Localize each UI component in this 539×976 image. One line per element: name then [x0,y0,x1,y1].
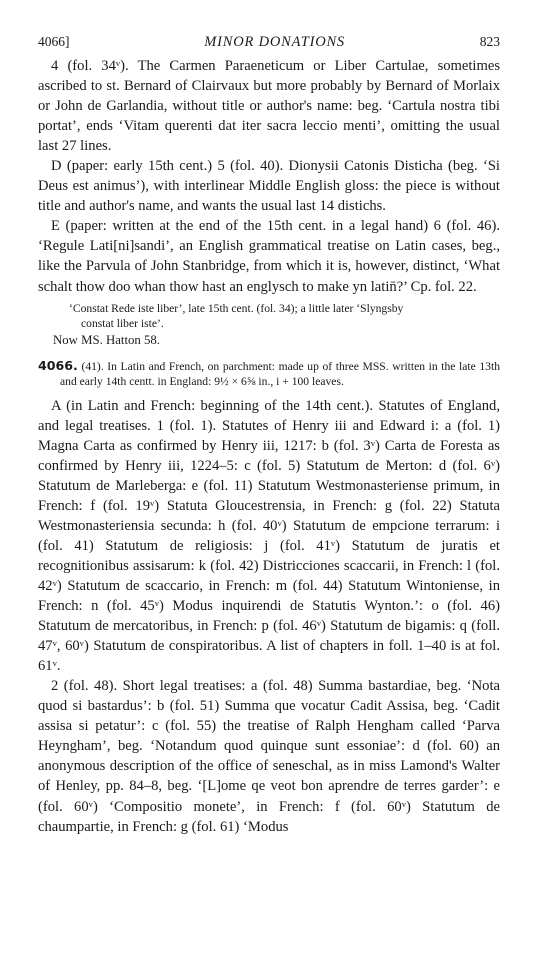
running-header [38,34,500,56]
entry-heading [38,358,500,389]
provenance-line-1: ‘Constat Rede iste liber’, late 15th cent. (fol. 34); a little later ‘Slyngsby [69,301,404,315]
page [38,34,500,837]
entry-number: 4066. [38,357,78,373]
provenance-note [38,301,500,331]
paragraph-item-4: 4 (fol. 34ᵛ). The Carmen Paraeneticum or Liber Cartulae, sometimes ascribed to st. Bernard of Clairvaux but more probably by Bernard of Morlaix or John de Garlandia, without title or author's name: beg. ‘Cartula nostra tibi portat’, ends ‘Vitam querenti dat iter sacra leccio menti’, omitting the usual last 27 lines. [38,58,500,155]
header-title: MINOR DONATIONS [204,34,345,50]
header-entry-range: 4066] [38,34,70,49]
entry-description: (41). In Latin and French, on parchment: made up of three MSS. written in the late 13th and early 14th centt. in England: 9½ × 6⅝ in., i + 100 leaves. [60,359,500,388]
provenance-line-2: constat liber iste’. [81,316,164,330]
shelfmark: Now MS. Hatton 58. [53,332,160,347]
header-page-number: 823 [479,34,500,49]
paragraph-section-e: E (paper: written at the end of the 15th cent. in a legal hand) 6 (fol. 46). ‘Regule Lati[ni]sandi’, an English grammatical treatise on Latin cases, beg., like the Parvula of John Stanbridge, from which it is, however, distinct, ‘What schalt thow doo whan thow hast an englysch to make yn latin̄?’ Cp. fol. 22. [38,218,500,295]
paragraph-item-2: 2 (fol. 48). Short legal treatises: a (fol. 48) Summa bastardiae, beg. ‘Nota quod si bastardus’: b (fol. 51) Summa que vocatur Cadit Assisa, beg. ‘Cadit assisa si petatur’: c (fol. 55) the treatise of Ralph Hengham called ‘Parva Heyngham’, beg. ‘Notandum quod quinque sunt essoniae’: d (fol. 60) an anonymous description of the office of seneschal, as in miss Lamond's Walter of Henley, pp. 84–8, beg. ‘[L]ome qe veot bon aprendre de terres garder’: e (fol. 60ᵛ) ‘Compositio monete’, in French: f (fol. 60ᵛ) Statutum de chaumpartie, in French: g (fol. 61) ‘Modus [38,678,500,835]
paragraph-section-a: A (in Latin and French: beginning of the 14th cent.). Statutes of England, and legal treatises. 1 (fol. 1). Statutes of Henry iii and Edward i: a (fol. 1) Magna Carta as confirmed by Henry iii, 1217: b (fol. 3ᵛ) Carta de Foresta as confirmed by Henry iii, 1224–5: c (fol. 5) Statutum de Merton: d (fol. 6ᵛ) Statutum de Marleberga: e (fol. 11) Statutum Westmonasteriense primum, in French: f (fol. 19ᵛ) Statuta Gloucestrensia, in French: g (fol. 22) Statuta Westmonasteriensia secunda: h (fol. 40ᵛ) Statutum de empcione terrarum: i (fol. 41) Statutum de religiosis: j (fol. 41ᵛ) Statutum de juratis et recognitionibus assisarum: k (fol. 42) Districciones scaccarii, in French: l (fol. 42ᵛ) Statutum de scaccario, in French: m (fol. 44) Statutum Wintoniense, in French: n (fol. 45ᵛ) Modus inquirendi de Statutis Wynton.’: o (fol. 46) Statutum de mercatoribus, in French: p (fol. 46ᵛ) Statutum de bigamis: q (foll. 47ᵛ, 60ᵛ) Statutum de conspiratoribus. A list of chapters in foll. 1–40 is at fol. 61ᵛ. [38,397,500,675]
paragraph-section-d: D (paper: early 15th cent.) 5 (fol. 40). Dionysii Catonis Disticha (beg. ‘Si Deus est animus’), with interlinear Middle English gloss: the piece is without title and author's name, and wants the usual last 14 distichs. [38,158,500,215]
